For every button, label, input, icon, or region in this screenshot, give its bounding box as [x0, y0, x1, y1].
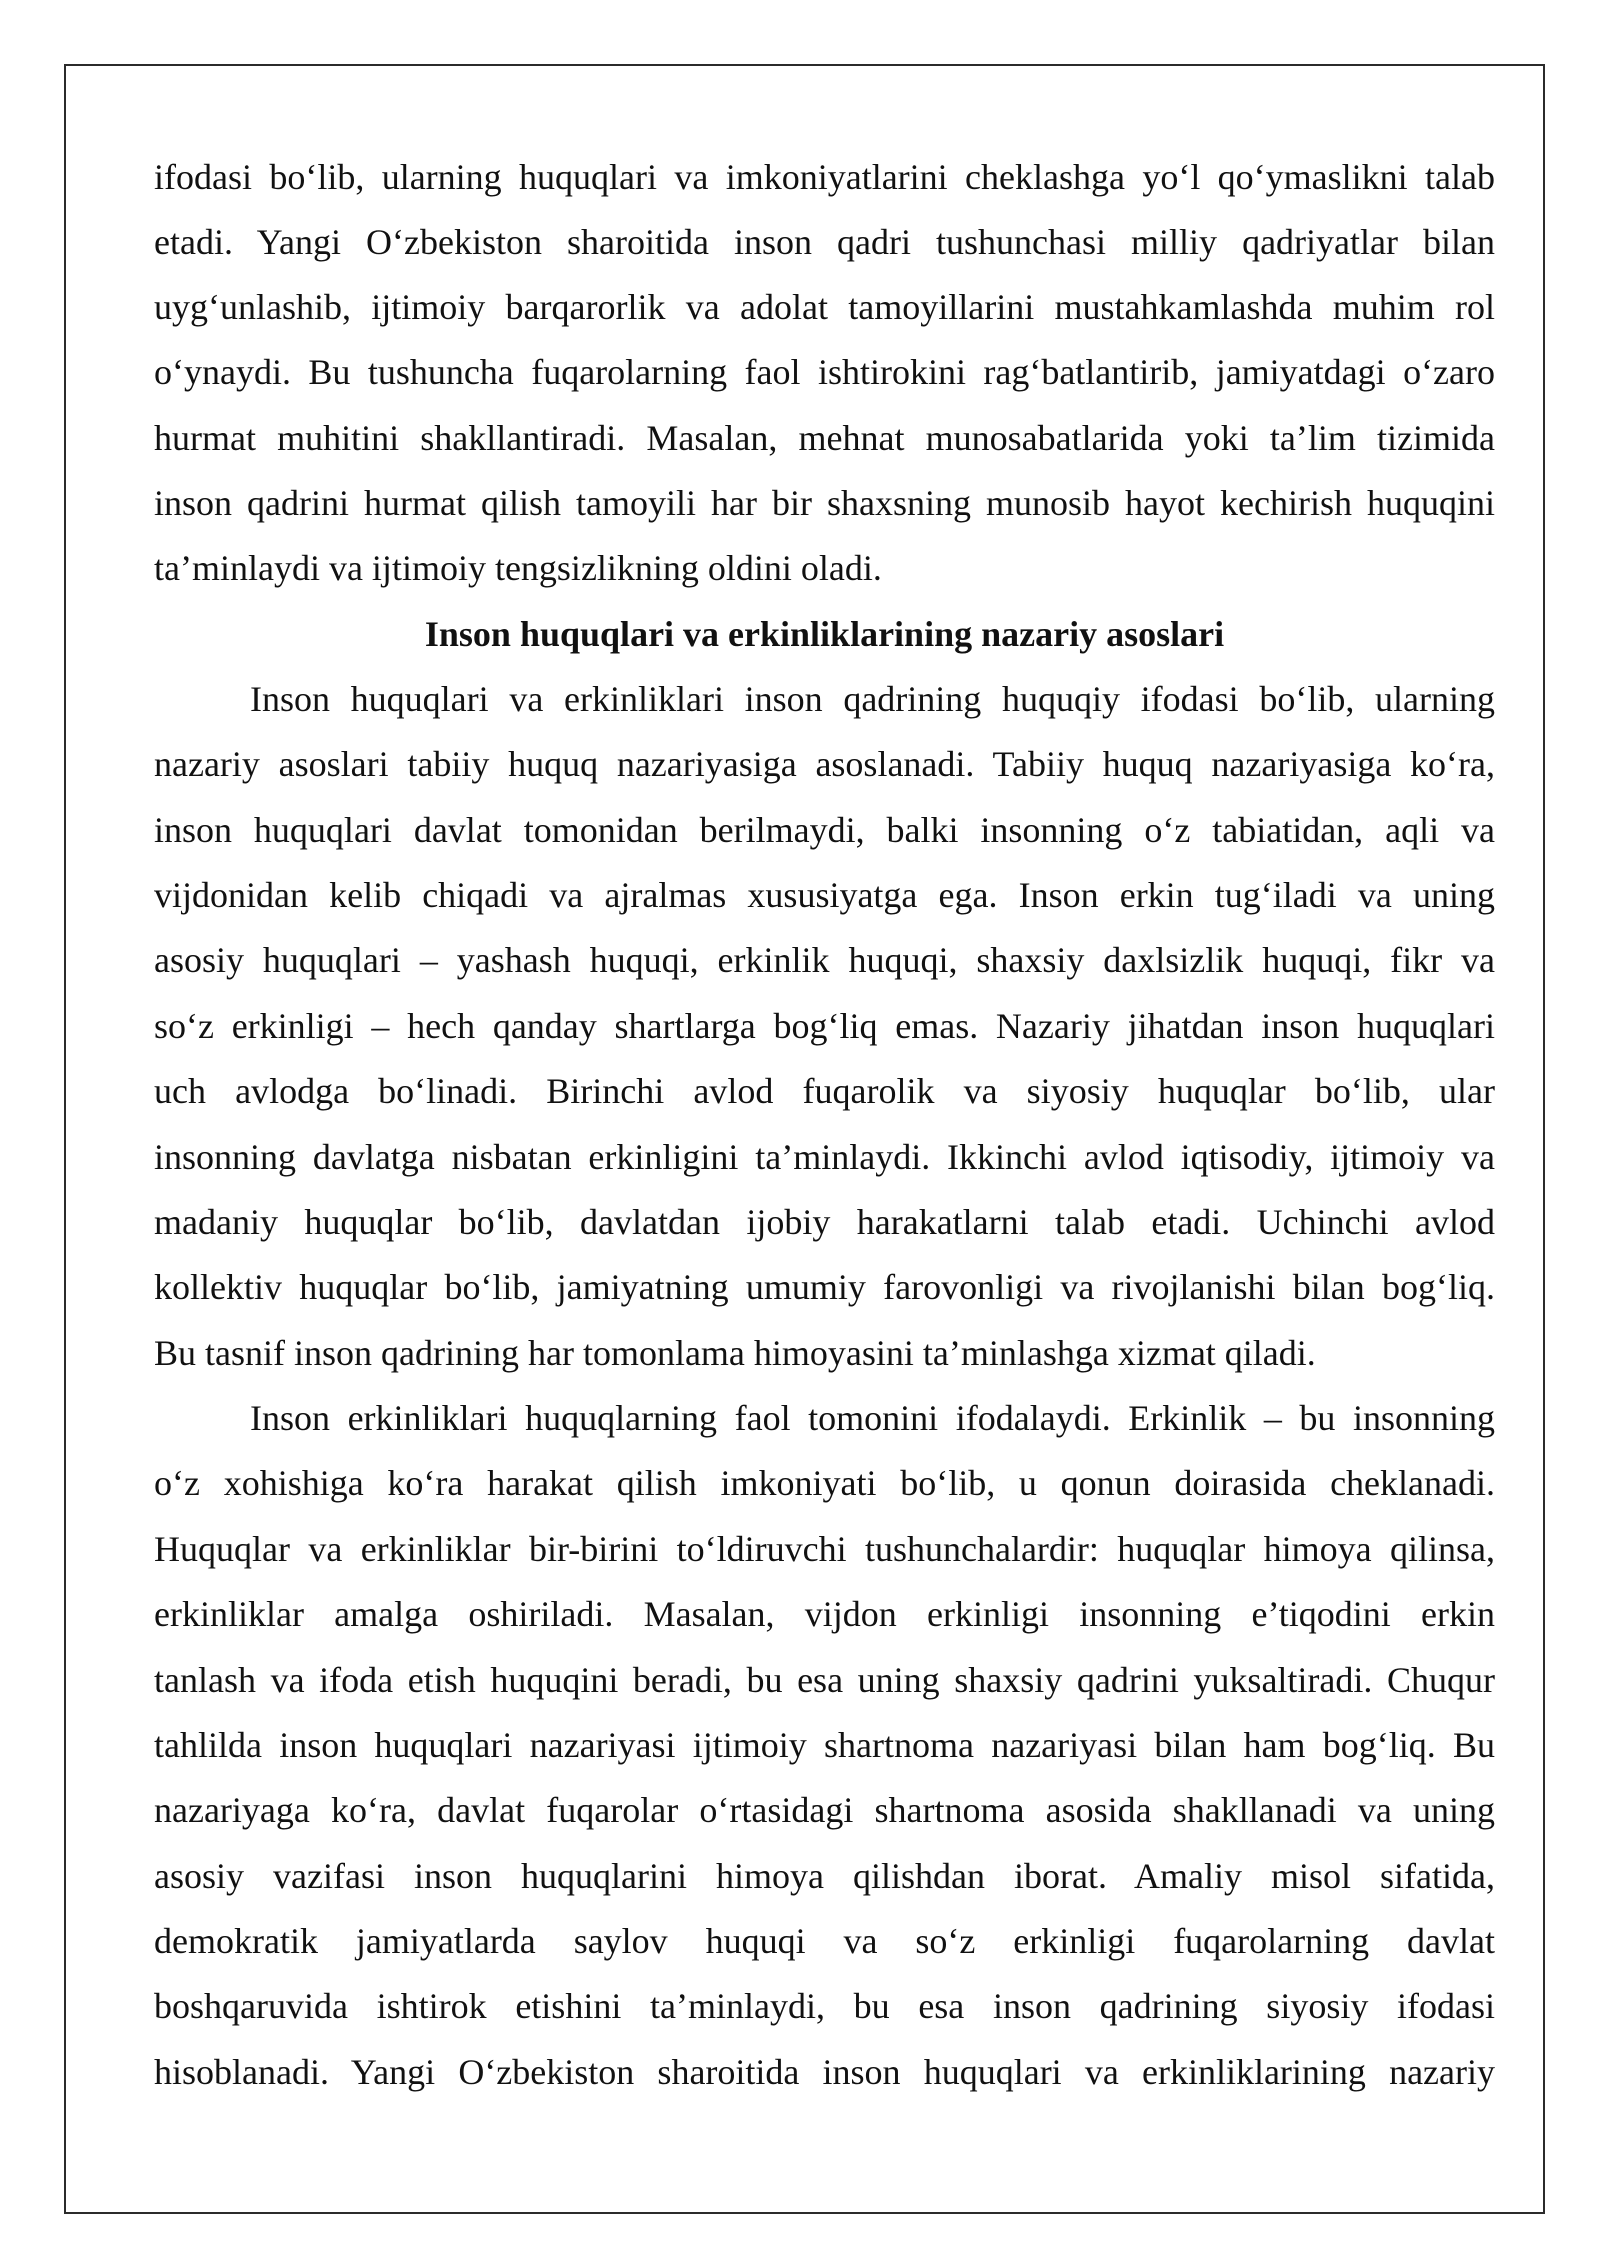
text-line: tanlash va ifoda etish huquqini beradi, bu esa uning shaxsiy qadrini yuksaltiradi. Chuqur — [154, 1660, 1495, 1700]
text-line: Huquqlar va erkinliklar bir-birini to‘ldiruvchi tushunchalardir: huquqlar himoya qilinsa, — [154, 1529, 1495, 1569]
text-line: hisoblanadi. Yangi O‘zbekiston sharoitida inson huquqlari va erkinliklarining nazariy — [154, 2052, 1495, 2092]
text-line: asosiy huquqlari – yashash huquqi, erkinlik huquqi, shaxsiy daxlsizlik huquqi, fikr va — [154, 940, 1495, 980]
text-line: so‘z erkinligi – hech qanday shartlarga bog‘liq emas. Nazariy jihatdan inson huquqlari — [154, 1006, 1495, 1046]
text-line: etadi. Yangi O‘zbekiston sharoitida inson qadri tushunchasi milliy qadriyatlar bilan — [154, 222, 1495, 262]
text-line: ifodasi bo‘lib, ularning huquqlari va imkoniyatlarini cheklashga yo‘l qo‘ymaslikni talab — [154, 157, 1495, 197]
text-line: Inson huquqlari va erkinliklari inson qadrining huquqiy ifodasi bo‘lib, ularning — [250, 679, 1495, 719]
text-line: madaniy huquqlar bo‘lib, davlatdan ijobiy harakatlarni talab etadi. Uchinchi avlod — [154, 1202, 1495, 1242]
text-line: tahlilda inson huquqlari nazariyasi ijtimoiy shartnoma nazariyasi bilan ham bog‘liq. Bu — [154, 1725, 1495, 1765]
text-line: Bu tasnif inson qadrining har tomonlama himoyasini ta’minlashga xizmat qiladi. — [154, 1333, 1316, 1373]
text-line: insonning davlatga nisbatan erkinligini ta’minlaydi. Ikkinchi avlod iqtisodiy, ijtimoiy va — [154, 1137, 1495, 1177]
text-line: o‘z xohishiga ko‘ra harakat qilish imkoniyati bo‘lib, u qonun doirasida cheklanadi. — [154, 1463, 1495, 1503]
text-line: nazariy asoslari tabiiy huquq nazariyasiga asoslanadi. Tabiiy huquq nazariyasiga ko‘ra, — [154, 744, 1495, 784]
document-body — [154, 0, 1495, 2262]
text-line: Inson erkinliklari huquqlarning faol tomonini ifodalaydi. Erkinlik – bu insonning — [250, 1398, 1495, 1438]
text-line: kollektiv huquqlar bo‘lib, jamiyatning umumiy farovonligi va rivojlanishi bilan bog‘liq. — [154, 1267, 1495, 1307]
text-line: inson huquqlari davlat tomonidan berilmaydi, balki insonning o‘z tabiatidan, aqli va — [154, 810, 1495, 850]
text-line: vijdonidan kelib chiqadi va ajralmas xususiyatga ega. Inson erkin tug‘iladi va uning — [154, 875, 1495, 915]
text-line: inson qadrini hurmat qilish tamoyili har bir shaxsning munosib hayot kechirish huquqini — [154, 483, 1495, 523]
text-line: asosiy vazifasi inson huquqlarini himoya qilishdan iborat. Amaliy misol sifatida, — [154, 1856, 1495, 1896]
text-line: ta’minlaydi va ijtimoiy tengsizlikning oldini oladi. — [154, 548, 882, 588]
text-line: erkinliklar amalga oshiriladi. Masalan, vijdon erkinligi insonning e’tiqodini erkin — [154, 1594, 1495, 1634]
text-line: boshqaruvida ishtirok etishini ta’minlaydi, bu esa inson qadrining siyosiy ifodasi — [154, 1986, 1495, 2026]
text-line: o‘ynaydi. Bu tushuncha fuqarolarning faol ishtirokini rag‘batlantirib, jamiyatdagi o‘zaro — [154, 352, 1495, 392]
text-line: uyg‘unlashib, ijtimoiy barqarorlik va adolat tamoyillarini mustahkamlashda muhim rol — [154, 287, 1495, 327]
text-line: uch avlodga bo‘linadi. Birinchi avlod fuqarolik va siyosiy huquqlar bo‘lib, ular — [154, 1071, 1495, 1111]
section-heading: Inson huquqlari va erkinliklarining nazariy asoslari — [424, 614, 1225, 654]
text-line: hurmat muhitini shakllantiradi. Masalan, mehnat munosabatlarida yoki ta’lim tizimida — [154, 418, 1495, 458]
text-line: demokratik jamiyatlarda saylov huquqi va so‘z erkinligi fuqarolarning davlat — [154, 1921, 1495, 1961]
text-line: nazariyaga ko‘ra, davlat fuqarolar o‘rtasidagi shartnoma asosida shakllanadi va uning — [154, 1790, 1495, 1830]
